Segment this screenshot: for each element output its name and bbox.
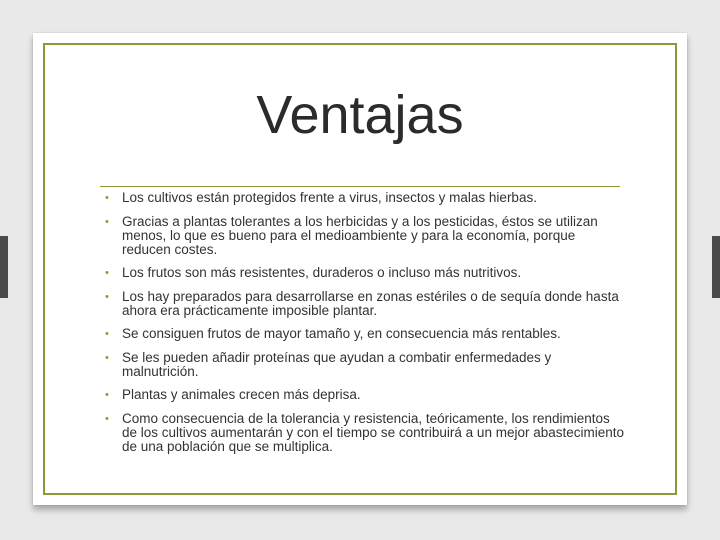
bullet-item [105,351,625,379]
bullet-dot-icon: • [105,192,109,204]
bullet-dot-icon: • [105,389,109,401]
bullet-item [105,191,625,205]
bullet-item [105,290,625,318]
bullet-text: Plantas y animales crecen más deprisa. [122,387,361,402]
bullet-dot-icon: • [105,267,109,279]
bullet-item [105,388,625,402]
bullet-dot-icon: • [105,351,109,364]
slide-title: Ventajas [256,85,464,145]
bullet-item [105,412,625,454]
bullet-item [105,327,625,341]
bullet-dot-icon: • [105,412,109,425]
bullet-dot-icon: • [105,290,109,303]
bullet-text: Gracias a plantas tolerantes a los herbicidas y a los pesticidas, éstos se utilizan menos, lo que es bueno para el medioambiente y para la economía, porque reducen costes. [122,213,598,257]
bullet-dot-icon: • [105,328,109,340]
bullet-text: Se les pueden añadir proteínas que ayudan a combatir enfermedades y malnutrición. [122,349,552,379]
title-underline [100,186,620,187]
left-edge-tab [0,236,8,298]
bullet-dot-icon: • [105,215,109,228]
right-edge-tab [712,236,720,298]
bullet-text: Los frutos son más resistentes, duraderos o incluso más nutritivos. [122,265,522,280]
bullet-list [105,191,625,463]
bullet-item [105,266,625,280]
bullet-text: Se consiguen frutos de mayor tamaño y, en consecuencia más rentables. [122,326,561,341]
bullet-text: Los cultivos están protegidos frente a virus, insectos y malas hierbas. [122,190,537,205]
slide-card [33,33,687,505]
bullet-item [105,215,625,257]
bullet-text: Los hay preparados para desarrollarse en zonas estériles o de sequía donde hasta ahora era prácticamente imposible plantar. [122,288,619,318]
bullet-text: Como consecuencia de la tolerancia y resistencia, teóricamente, los rendimientos de los cultivos aumentarán y con el tiempo se contribuirá a un mejor abastecimiento de una población que se multiplica. [122,410,625,454]
